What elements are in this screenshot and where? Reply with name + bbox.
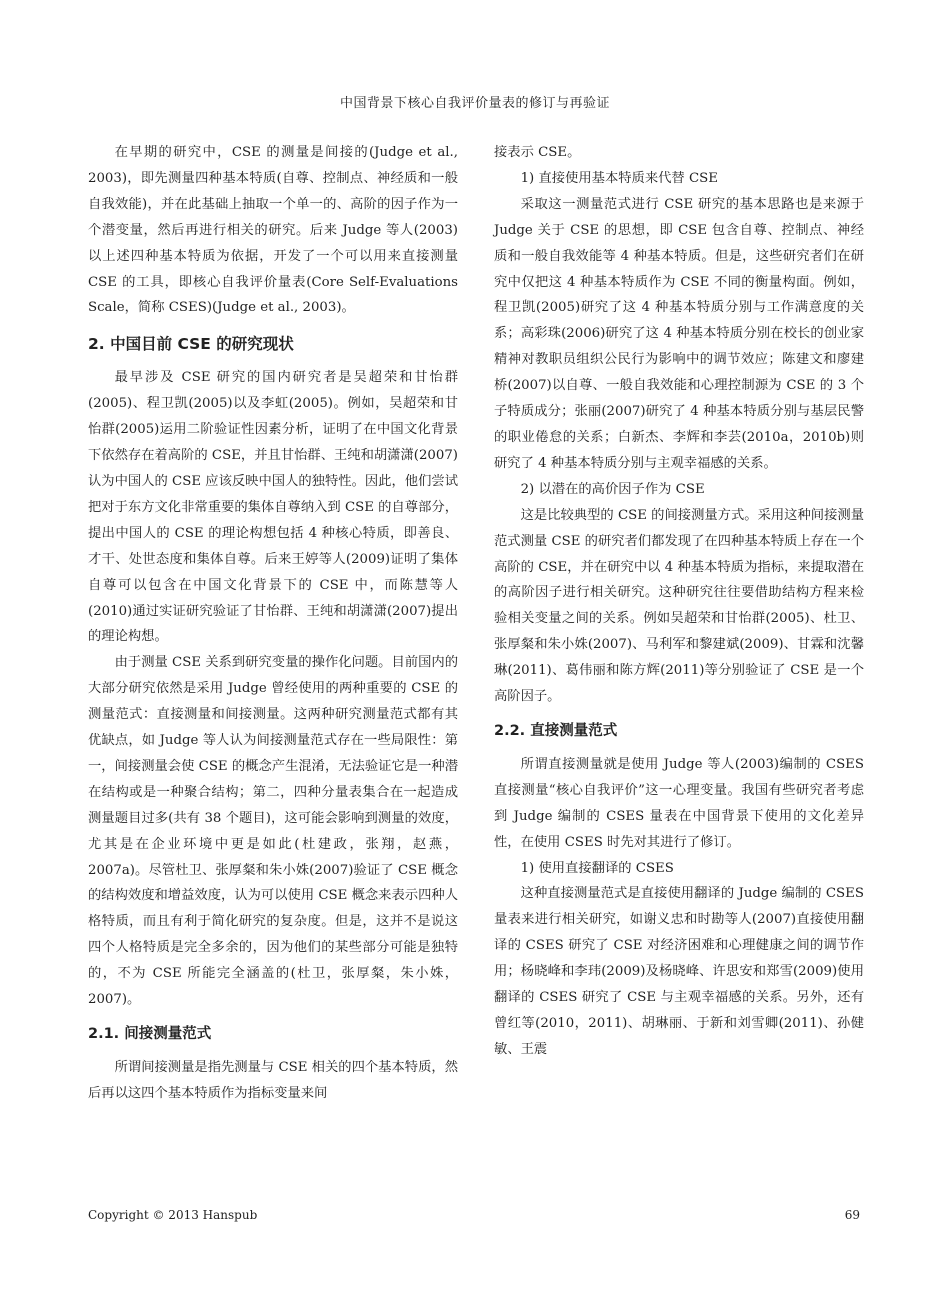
running-header: 中国背景下核心自我评价量表的修订与再验证 bbox=[339, 96, 610, 111]
paragraph: 这种直接测量范式是直接使用翻译的 Judge 编制的 CSES 量表来进行相关研究，如谢义忠和时勘等人(2007)直接使用翻译的 CSES 研究了 CSE 对经济困难和心理健康之间的调节作用；杨晓峰和李玮(2009)及杨晓峰、许思安和郑雪(2009)使用翻译的 CSES 研究了 CSE 与主观幸福感的关系。另外，还有曾红等(2010，2011)、胡琳丽、于新和刘雪卿(2011)、孙健敏、王震 bbox=[494, 886, 864, 1057]
paragraph: 所谓直接测量就是使用 Judge 等人(2003)编制的 CSES 直接测量“核心自我评价”这一心理变量。我国有些研究者考虑到 Judge 编制的 CSES 量表在中国背景下使用的文化差异性，在使用 CSES 时先对其进行了修订。 bbox=[494, 756, 864, 850]
subsection-heading: 2.2. 直接测量范式 bbox=[494, 722, 618, 739]
left-column bbox=[88, 140, 458, 1107]
paragraph: 在早期的研究中，CSE 的测量是间接的(Judge et al., 2003)，即先测量四种基本特质(自尊、控制点、神经质和一般自我效能)，并在此基础上抽取一个单一的、高阶的因子作为一个潜变量，然后再进行相关的研究。后来 Judge 等人(2003)以上述四种基本特质为依据，开发了一个可以用来直接测量 CSE 的工具，即核心自我评价量表(Core Self-Evaluations Scale，简称 CSES)(Judge et al., 2003)。 bbox=[88, 145, 458, 316]
list-item: 1) 使用直接翻译的 CSES bbox=[520, 860, 674, 876]
paragraph: 这是比较典型的 CSE 的间接测量方式。采用这种间接测量范式测量 CSE 的研究者们都发现了在四种基本特质上存在一个高阶的 CSE，并在研究中以 4 种基本特质为指标，来提取潜在的高阶因子进行相关研究。这种研究往往要借助结构方程来检验相关变量之间的关系。例如吴超荣和甘怡群(2005)、杜卫、张厚粲和朱小姝(2007)、马利军和黎建斌(2009)、甘霖和沈馨琳(2011)、葛伟丽和陈方辉(2011)等分别验证了 CSE 是一个高阶因子。 bbox=[494, 507, 864, 705]
section-heading: 2. 中国目前 CSE 的研究现状 bbox=[88, 335, 294, 354]
subsection-heading: 2.1. 间接测量范式 bbox=[88, 1026, 212, 1042]
paragraph: 由于测量 CSE 关系到研究变量的操作化问题。目前国内的大部分研究依然是采用 Judge 曾经使用的两种重要的 CSE 的测量范式：直接测量和间接测量。这两种研究测量范式都有其优缺点，如 Judge 等人认为间接测量范式存在一些局限性：第一，间接测量会使 CSE 的概念产生混淆，无法验证它是一种潜在结构或是一种聚合结构；第二，四种分量表集合在一起造成测量题目过多(共有 38 个题目)，这可能会影响到测量的效度，尤其是在企业环境中更是如此(杜建政，张翔，赵燕，2007a)。尽管杜卫、张厚粲和朱小姝(2007)验证了 CSE 概念的结构效度和增益效度，认为可以使用 CSE 概念来表示四种人格特质，而且有利于简化研究的复杂度。但是，这并不是说这四个人格特质是完全多余的，因为他们的某些部分可能是独特的，不为 CSE 所能完全涵盖的(杜卫，张厚粲，朱小姝，2007)。 bbox=[88, 655, 458, 1008]
copyright-notice: Copyright © 2013 Hanspub bbox=[88, 1208, 258, 1222]
paragraph: 最早涉及 CSE 研究的国内研究者是吴超荣和甘怡群(2005)、程卫凯(2005)以及李虹(2005)。例如，吴超荣和甘怡群(2005)运用二阶验证性因素分析，证明了在中国文化背景下依然存在着高阶的 CSE，并且甘怡群、王纯和胡潇潇(2007)认为中国人的 CSE 应该反映中国人的独特性。因此，他们尝试把对于东方文化非常重要的集体自尊纳入到 CSE 的自尊部分，提出中国人的 CSE 的理论构想包括 4 种核心特质，即善良、才干、处世态度和集体自尊。后来王婷等人(2009)证明了集体自尊可以包含在中国文化背景下的 CSE 中，而陈慧等人(2010)通过实证研究验证了甘怡群、王纯和胡潇潇(2007)提出的理论构想。 bbox=[88, 370, 458, 645]
paragraph: 所谓间接测量是指先测量与 CSE 相关的四个基本特质，然后再以这四个基本特质作为指标变量来间 bbox=[88, 1060, 458, 1101]
paragraph: 接表示 CSE。 bbox=[494, 145, 581, 160]
list-item: 1) 直接使用基本特质来代替 CSE bbox=[520, 170, 718, 186]
page-number: 69 bbox=[844, 1208, 860, 1222]
right-column bbox=[494, 140, 864, 1063]
list-item: 2) 以潜在的高价因子作为 CSE bbox=[520, 481, 705, 497]
paragraph: 采取这一测量范式进行 CSE 研究的基本思路也是来源于 Judge 关于 CSE 的思想，即 CSE 包含自尊、控制点、神经质和一般自我效能等 4 种基本特质。但是，这些研究者们在研究中仅把这 4 种基本特质作为 CSE 不同的衡量构面。例如，程卫凯(2005)研究了这 4 种基本特质分别与工作满意度的关系；高彩珠(2006)研究了这 4 种基本特质分别在校长的创业家精神对教职员组织公民行为影响中的调节效应；陈建文和廖建桥(2007)以自尊、一般自我效能和心理控制源为 CSE 的 3 个子特质成分；张丽(2007)研究了 4 种基本特质分别与基层民警的职业倦怠的关系；白新杰、李辉和李芸(2010a，2010b)则研究了 4 种基本特质分别与主观幸福感的关系。 bbox=[494, 196, 864, 471]
